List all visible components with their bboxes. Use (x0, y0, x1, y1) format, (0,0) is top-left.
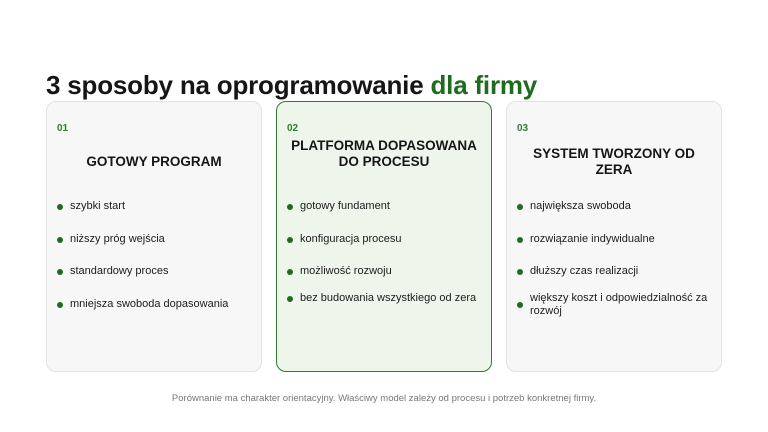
bullet-text: konfiguracja procesu (300, 233, 402, 245)
title-main: 3 sposoby na oprogramowanie (46, 70, 424, 100)
list-item (57, 265, 249, 278)
bullet-text: możliwość rozwoju (300, 265, 392, 277)
list-item (287, 233, 479, 246)
bullet-text: rozwiązanie indywidualne (530, 233, 655, 245)
bullet-dot-icon (517, 302, 523, 308)
card-number: 03 (517, 123, 529, 134)
footnote: Porównanie ma charakter orientacyjny. Właściwy model zależy od procesu i potrzeb konkretnej firmy. (171, 393, 597, 404)
bullet-dot-icon (287, 296, 293, 302)
card-heading: SYSTEM TWORZONY OD ZERA (533, 146, 695, 177)
bullet-text: największa swoboda (530, 200, 631, 212)
bullet-dot-icon (517, 204, 523, 210)
list-item (517, 200, 709, 213)
bullet-text: standardowy proces (70, 265, 169, 277)
card-number: 02 (287, 123, 299, 134)
list-item (57, 298, 249, 311)
bullet-text: większy koszt i odpowiedzialność za rozwój (530, 292, 708, 317)
bullet-text: bez budowania wszystkiego od zera (300, 292, 477, 304)
bullet-text: dłuższy czas realizacji (530, 265, 639, 277)
list-item (287, 292, 479, 305)
bullet-text: szybki start (70, 200, 126, 212)
bullet-dot-icon (57, 302, 63, 308)
bullet-dot-icon (517, 237, 523, 243)
card-number: 01 (57, 123, 69, 134)
bullet-text: niższy próg wejścia (70, 233, 165, 245)
list-item (517, 292, 709, 318)
card-heading: GOTOWY PROGRAM (86, 154, 222, 169)
bullet-dot-icon (287, 237, 293, 243)
list-item (57, 200, 249, 213)
bullet-text: gotowy fundament (300, 200, 390, 212)
card-system-od-zera (506, 101, 722, 372)
bullet-dot-icon (517, 269, 523, 275)
title-accent: dla firmy (430, 70, 538, 100)
bullet-dot-icon (57, 204, 63, 210)
bullet-text: mniejsza swoboda dopasowania (70, 298, 229, 310)
bullet-dot-icon (287, 204, 293, 210)
bullet-dot-icon (57, 269, 63, 275)
page-title (46, 70, 537, 101)
list-item (57, 233, 249, 246)
list-item (287, 200, 479, 213)
list-item (287, 265, 479, 278)
bullet-dot-icon (287, 269, 293, 275)
list-item (517, 265, 709, 278)
bullet-dot-icon (57, 237, 63, 243)
card-platforma (276, 101, 492, 372)
list-item (517, 233, 709, 246)
card-gotowy-program (46, 101, 262, 372)
card-heading: PLATFORMA DOPASOWANA DO PROCESU (291, 138, 477, 169)
